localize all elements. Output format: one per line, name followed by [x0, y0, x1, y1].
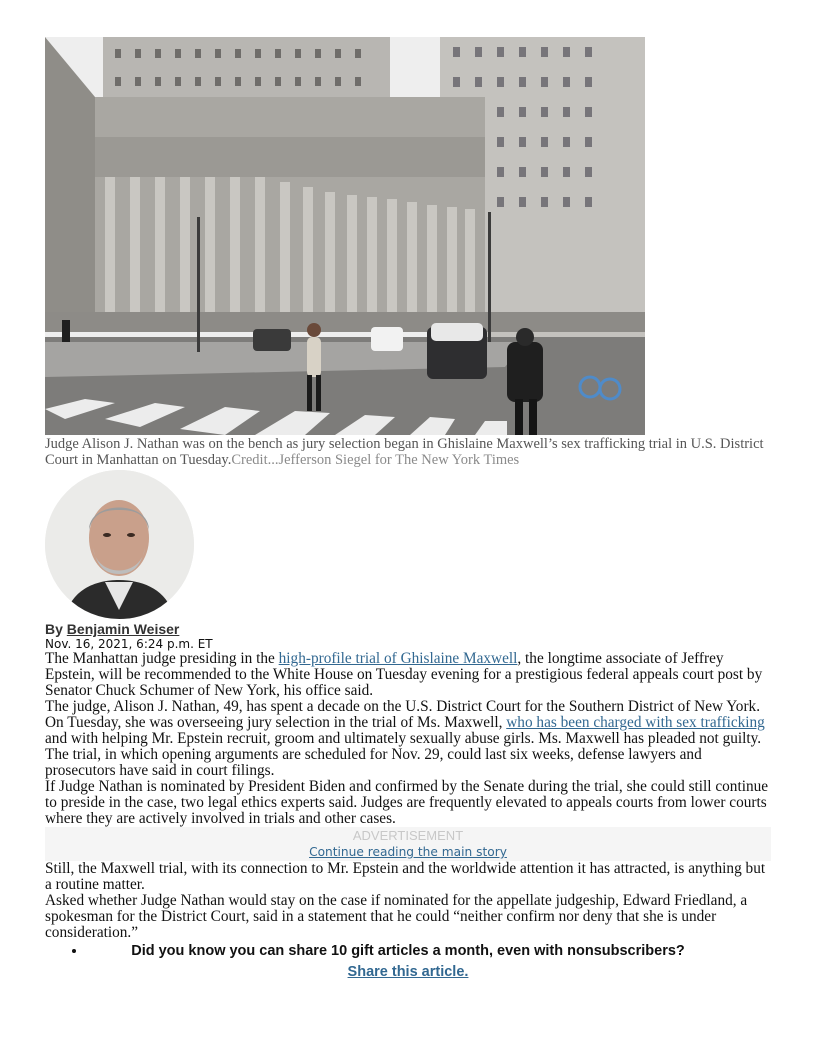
- continue-reading-link[interactable]: Continue reading the main story: [309, 845, 507, 859]
- maxwell-trial-link[interactable]: high-profile trial of Ghislaine Maxwell: [278, 650, 518, 667]
- author-avatar: [45, 470, 194, 619]
- author-link[interactable]: Benjamin Weiser: [66, 621, 180, 637]
- paragraph-5: Still, the Maxwell trial, with its connection to Mr. Epstein and the worldwide attention it has attracted, is anything but a routine matter.: [45, 860, 766, 893]
- byline-prefix: By: [45, 621, 67, 637]
- paragraph-3: The trial, in which opening arguments are scheduled for Nov. 29, could last six weeks, defense lawyers and prosecutors have said in court filings.: [45, 746, 702, 779]
- article-body: [45, 651, 771, 941]
- paragraph-text: , the longtime associate of Jeffrey Epstein, will be recommended to the White House on Tuesday evening for a prestigious federal appeals court post by Senator Chuck Schumer of New York, his office said.: [45, 650, 763, 699]
- share-prompt: Did you know you can share 10 gift articles a month, even with nonsubscribers?: [131, 943, 685, 959]
- paragraph-2: [45, 699, 771, 747]
- photo-credit: Credit...Jefferson Siegel for The New York Times: [231, 452, 520, 468]
- paragraph-6: Asked whether Judge Nathan would stay on the case if nominated for the appellate judgeship, Edward Friedland, a spokesman for the District Court, said in a statement that he could “neither confirm nor deny that she is under consideration.”: [45, 892, 748, 941]
- paragraph-text: The judge, Alison J. Nathan, 49, has spent a decade on the U.S. District Court for the Southern District of New York. On Tuesday, she was overseeing jury selection in the trial of Ms. Maxwell,: [45, 698, 761, 731]
- paragraph-1: [45, 651, 771, 699]
- publish-date: Nov. 16, 2021, 6:24 p.m. ET: [45, 637, 213, 651]
- caption-text: Judge Alison J. Nathan was on the bench as jury selection began in Ghislaine Maxwell’s sex trafficking trial in U.S. District Court in Manhattan on Tuesday.: [45, 436, 764, 468]
- advertisement-box: [45, 827, 771, 861]
- share-section: [45, 943, 771, 980]
- photo-caption: [45, 436, 771, 468]
- advertisement-label: ADVERTISEMENT: [352, 828, 464, 843]
- bullet-icon: [72, 949, 76, 953]
- courthouse-photo-icon: [45, 37, 645, 435]
- hero-photo: [45, 37, 645, 435]
- paragraph-text: The Manhattan judge presiding in the: [45, 650, 279, 667]
- paragraph-4: If Judge Nathan is nominated by President Biden and confirmed by the Senate during the trial, she could still continue to preside in the case, two legal ethics experts said. Judges are frequently elevated to appeals courts from lower courts where they are actively involved in trials and other cases.: [45, 778, 769, 827]
- article: [45, 37, 771, 980]
- author-portrait-icon: [45, 470, 194, 619]
- share-article-link[interactable]: Share this article.: [347, 964, 469, 980]
- byline: [45, 621, 771, 637]
- charged-link[interactable]: who has been charged with sex trafficking: [506, 714, 765, 731]
- paragraph-text: and with helping Mr. Epstein recruit, groom and ultimately sexually abuse girls. Ms. Maxwell has pleaded not guilty.: [45, 730, 762, 747]
